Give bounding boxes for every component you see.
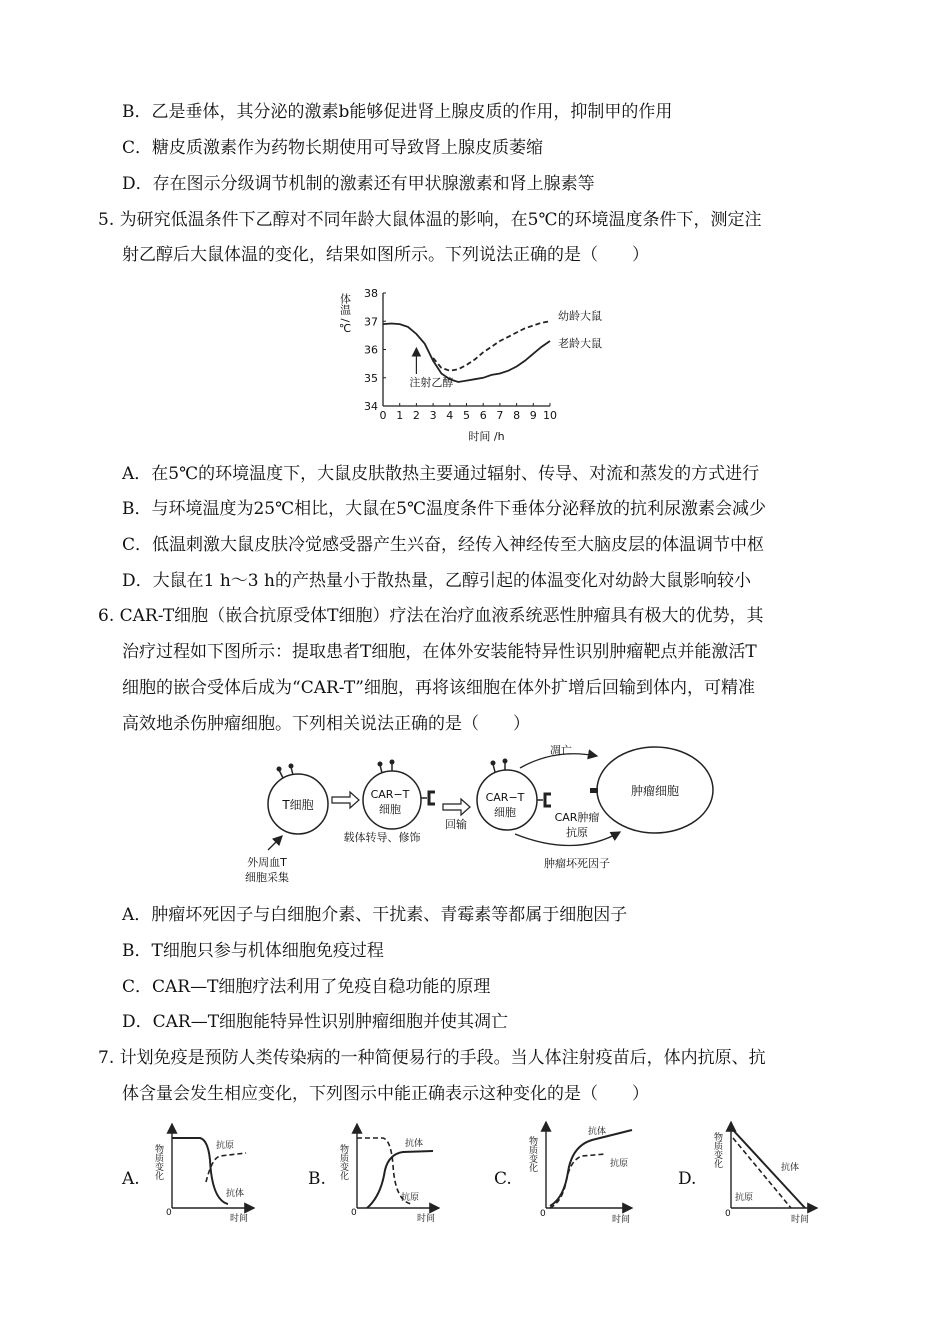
tumor-cell-label: 肿瘤细胞 <box>630 784 680 798</box>
vector-label: 载体转导、修饰 <box>343 831 421 844</box>
car-t-cell-2 <box>477 759 551 831</box>
q7-d-antibody: 抗体 <box>781 1163 800 1173</box>
t-cell-label: T细胞 <box>282 798 314 812</box>
series-label-1: 幼龄大鼠 <box>558 309 602 323</box>
q7-c-antigen: 抗原 <box>610 1159 629 1169</box>
y-axis-label: 体温 /℃ <box>338 293 352 336</box>
x-tick-label: 7 <box>496 409 504 422</box>
tnf-label: 肿瘤坏死因子 <box>544 857 610 870</box>
y-tick-label: 34 <box>364 400 378 413</box>
t-cell <box>268 764 328 835</box>
q6-stem-line4: 高效地杀伤肿瘤细胞。下列相关说法正确的是（ ） <box>122 714 530 734</box>
q6-stem-line3: 细胞的嵌合受体后成为“CAR-T”细胞，再将该细胞在体外扩增后回输到体内，可精准 <box>122 678 755 698</box>
collect-label-2: 细胞采集 <box>245 871 289 884</box>
q7-d-xlabel: 时间 <box>791 1215 810 1225</box>
q4-option-b: B．乙是垂体，其分泌的激素b能够促进肾上腺皮质的作用，抑制甲的作用 <box>122 102 673 122</box>
q6-option-d: D．CAR—T细胞能特异性识别肿瘤细胞并使其凋亡 <box>122 1012 509 1032</box>
q6-option-c: C．CAR—T细胞疗法利用了免疫自稳功能的原理 <box>122 977 491 997</box>
y-tick-label: 37 <box>364 315 378 329</box>
collect-label-1: 外周血T <box>247 856 287 869</box>
q7-b-antibody: 抗体 <box>405 1139 424 1149</box>
q7-panel-b <box>335 1120 445 1228</box>
q7-d-origin: 0 <box>725 1209 731 1219</box>
x-tick-label: 8 <box>513 409 521 422</box>
q5-option-c: C．低温刺激大鼠皮肤冷觉感受器产生兴奋，经传入神经传至大脑皮层的体温调节中枢 <box>122 535 765 555</box>
q7-panel-c <box>520 1118 640 1228</box>
q7-b-origin: 0 <box>351 1208 357 1218</box>
q7-panel-a-label: A. <box>122 1169 140 1189</box>
q7-a-antibody: 抗体 <box>226 1189 245 1199</box>
car-t-label-1: CAR−T <box>370 788 410 801</box>
q6-option-b: B．T细胞只参与机体细胞免疫过程 <box>122 941 384 961</box>
q7-a-xlabel: 时间 <box>230 1214 249 1224</box>
q7-panel-d <box>705 1118 825 1228</box>
q7-b-ylabel: 物质变化 <box>338 1144 348 1180</box>
q7-panel-d-label: D. <box>678 1169 697 1189</box>
series-line-2 <box>383 324 550 383</box>
hollow-arrow-icon <box>332 792 359 808</box>
apoptosis-label: 凋亡 <box>550 744 572 757</box>
q7-panel-a <box>150 1120 260 1228</box>
x-tick-label: 1 <box>396 409 404 422</box>
q7-stem-line1: 7. 计划免疫是预防人类传染病的一种简便易行的手段。当人体注射疫苗后，体内抗原、抗 <box>98 1048 766 1068</box>
x-tick-label: 9 <box>529 409 537 422</box>
q7-panel-b-label: B. <box>308 1169 326 1189</box>
q6-stem-line2: 治疗过程如下图所示：提取患者T细胞，在体外安装能特异性识别肿瘤靶点并能激活T <box>122 642 757 662</box>
tumor-cell <box>590 747 713 833</box>
x-tick-label: 3 <box>429 409 437 422</box>
series-label-2: 老龄大鼠 <box>558 337 602 351</box>
q7-b-xlabel: 时间 <box>417 1214 436 1224</box>
car-t-label-2b: 细胞 <box>494 806 516 819</box>
x-axis-label: 时间 /h <box>468 430 505 443</box>
q5-stem-line1: 5. 为研究低温条件下乙醇对不同年龄大鼠体温的影响，在5℃的环境温度条件下，测定注 <box>98 210 762 230</box>
q7-a-antigen: 抗原 <box>216 1141 235 1151</box>
q5-option-b: B．与环境温度为25℃相比，大鼠在5℃温度条件下垂体分泌释放的抗利尿激素会减少 <box>122 499 766 519</box>
q7-a-origin: 0 <box>166 1208 172 1218</box>
series-line-1 <box>433 321 550 370</box>
q7-panel-c-label: C. <box>494 1169 512 1189</box>
q7-b-antigen: 抗原 <box>401 1193 420 1203</box>
q7-d-antigen: 抗原 <box>735 1193 754 1203</box>
x-tick-label: 0 <box>379 409 387 422</box>
x-tick-label: 2 <box>412 409 420 422</box>
q4-option-c: C．糖皮质激素作为药物长期使用可导致肾上腺皮质萎缩 <box>122 138 544 158</box>
q7-a-ylabel: 物质变化 <box>153 1144 163 1180</box>
q4-option-d: D．存在图示分级调节机制的激素还有甲状腺激素和肾上腺素等 <box>122 174 595 194</box>
car-t-therapy-diagram <box>235 742 720 890</box>
q5-option-d: D．大鼠在1 h～3 h的产热量小于散热量，乙醇引起的体温变化对幼龄大鼠影响较小 <box>122 571 751 591</box>
body-temperature-chart <box>335 278 625 448</box>
x-tick-label: 4 <box>446 409 454 422</box>
q7-stem-line2: 体含量会发生相应变化，下列图示中能正确表示这种变化的是（ ） <box>122 1084 649 1104</box>
car-antigen-label-2: 抗原 <box>566 826 588 839</box>
q5-stem-line2: 射乙醇后大鼠体温的变化，结果如图所示。下列说法正确的是（ ） <box>122 245 649 265</box>
q5-option-a: A．在5℃的环境温度下，大鼠皮肤散热主要通过辐射、传导、对流和蒸发的方式进行 <box>122 464 760 484</box>
car-t-label-1b: 细胞 <box>379 803 401 816</box>
reinfuse-label: 回输 <box>445 818 467 831</box>
annotation-label: 注射乙醇 <box>409 376 454 389</box>
car-t-label-2: CAR−T <box>485 791 525 804</box>
y-tick-label: 36 <box>364 343 378 357</box>
q7-d-ylabel: 物质变化 <box>712 1132 722 1168</box>
q7-c-ylabel: 物质变化 <box>527 1136 537 1172</box>
q7-c-origin: 0 <box>540 1209 546 1219</box>
q6-option-a: A．肿瘤坏死因子与白细胞介素、干扰素、青霉素等都属于细胞因子 <box>122 905 628 925</box>
x-tick-label: 10 <box>543 409 557 422</box>
x-tick-label: 5 <box>463 409 470 422</box>
car-antigen-label-1: CAR肿瘤 <box>554 811 600 824</box>
q7-c-antibody: 抗体 <box>588 1127 607 1137</box>
y-tick-label: 38 <box>364 287 378 300</box>
x-tick-label: 6 <box>479 409 487 422</box>
q7-c-xlabel: 时间 <box>612 1215 631 1225</box>
car-t-cell-1 <box>363 760 435 830</box>
q6-stem-line1: 6. CAR-T细胞（嵌合抗原受体T细胞）疗法在治疗血液系统恶性肿瘤具有极大的优势，其 <box>98 606 764 626</box>
y-tick-label: 35 <box>364 371 378 385</box>
hollow-arrow-icon <box>443 799 470 815</box>
